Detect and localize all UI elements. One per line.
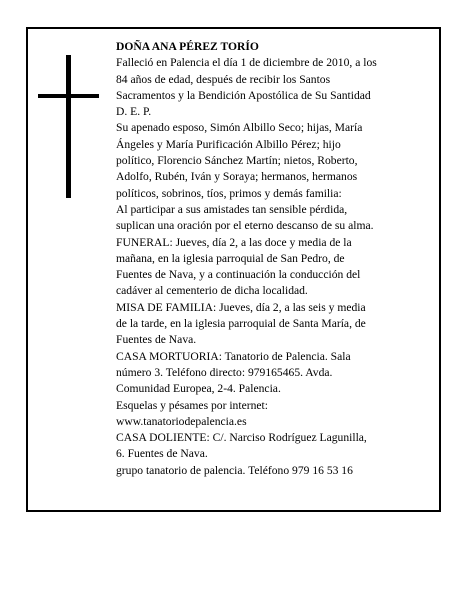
- obituary-line: Al participar a sus amistades tan sensible pérdida,: [116, 202, 348, 216]
- obituary-line: políticos, sobrinos, tíos, primos y demás familia:: [116, 186, 342, 200]
- cross-vertical-bar: [66, 55, 71, 198]
- obituary-line: mañana, en la iglesia parroquial de San Pedro, de: [116, 251, 345, 265]
- obituary-line: MISA DE FAMILIA: Jueves, día 2, a las seis y media: [116, 300, 366, 314]
- obituary-line: de la tarde, en la iglesia parroquial de Santa María, de: [116, 317, 366, 331]
- cross-icon: [38, 55, 99, 198]
- obituary-line: político, Florencio Sánchez Martín; nietos, Roberto,: [116, 154, 358, 168]
- obituary-line: CASA MORTUORIA: Tanatorio de Palencia. Sala: [116, 349, 351, 363]
- obituary-frame: [26, 27, 441, 512]
- obituary-line: Ángeles y María Purificación Albillo Pérez; hijo: [116, 137, 341, 151]
- obituary-line: Sacramentos y la Bendición Apostólica de Su Santidad: [116, 88, 371, 102]
- obituary-line: CASA DOLIENTE: C/. Narciso Rodríguez Lagunilla,: [116, 431, 367, 445]
- obituary-line: cadáver al cementerio de dicha localidad.: [116, 284, 308, 298]
- obituary-line: 84 años de edad, después de recibir los Santos: [116, 72, 331, 86]
- obituary-line: número 3. Teléfono directo: 979165465. Avda.: [116, 365, 333, 379]
- obituary-line: Falleció en Palencia el día 1 de diciembre de 2010, a los: [116, 56, 377, 70]
- obituary-line: D. E. P.: [116, 105, 152, 119]
- obituary-line: FUNERAL: Jueves, día 2, a las doce y media de la: [116, 235, 352, 249]
- obituary-link[interactable]: www.tanatoriodepalencia.es: [116, 414, 247, 428]
- obituary-line: Fuentes de Nava.: [116, 333, 197, 347]
- obituary-line: Esquelas y pésames por internet:: [116, 398, 268, 412]
- deceased-name: DOÑA ANA PÉREZ TORÍO: [116, 40, 259, 53]
- obituary-line: grupo tanatorio de palencia. Teléfono 979 16 53 16: [116, 463, 353, 477]
- cross-horizontal-bar: [38, 94, 99, 98]
- obituary-line: Su apenado esposo, Simón Albillo Seco; hijas, María: [116, 121, 363, 135]
- obituary-text: [116, 39, 432, 479]
- obituary-line: Fuentes de Nava, y a continuación la conducción del: [116, 268, 361, 282]
- obituary-line: 6. Fuentes de Nava.: [116, 447, 208, 461]
- obituary-line: Adolfo, Rubén, Iván y Soraya; hermanos, hermanos: [116, 170, 358, 184]
- obituary-line: suplican una oración por el eterno descanso de su alma.: [116, 219, 374, 233]
- obituary-line: Comunidad Europea, 2-4. Palencia.: [116, 382, 281, 396]
